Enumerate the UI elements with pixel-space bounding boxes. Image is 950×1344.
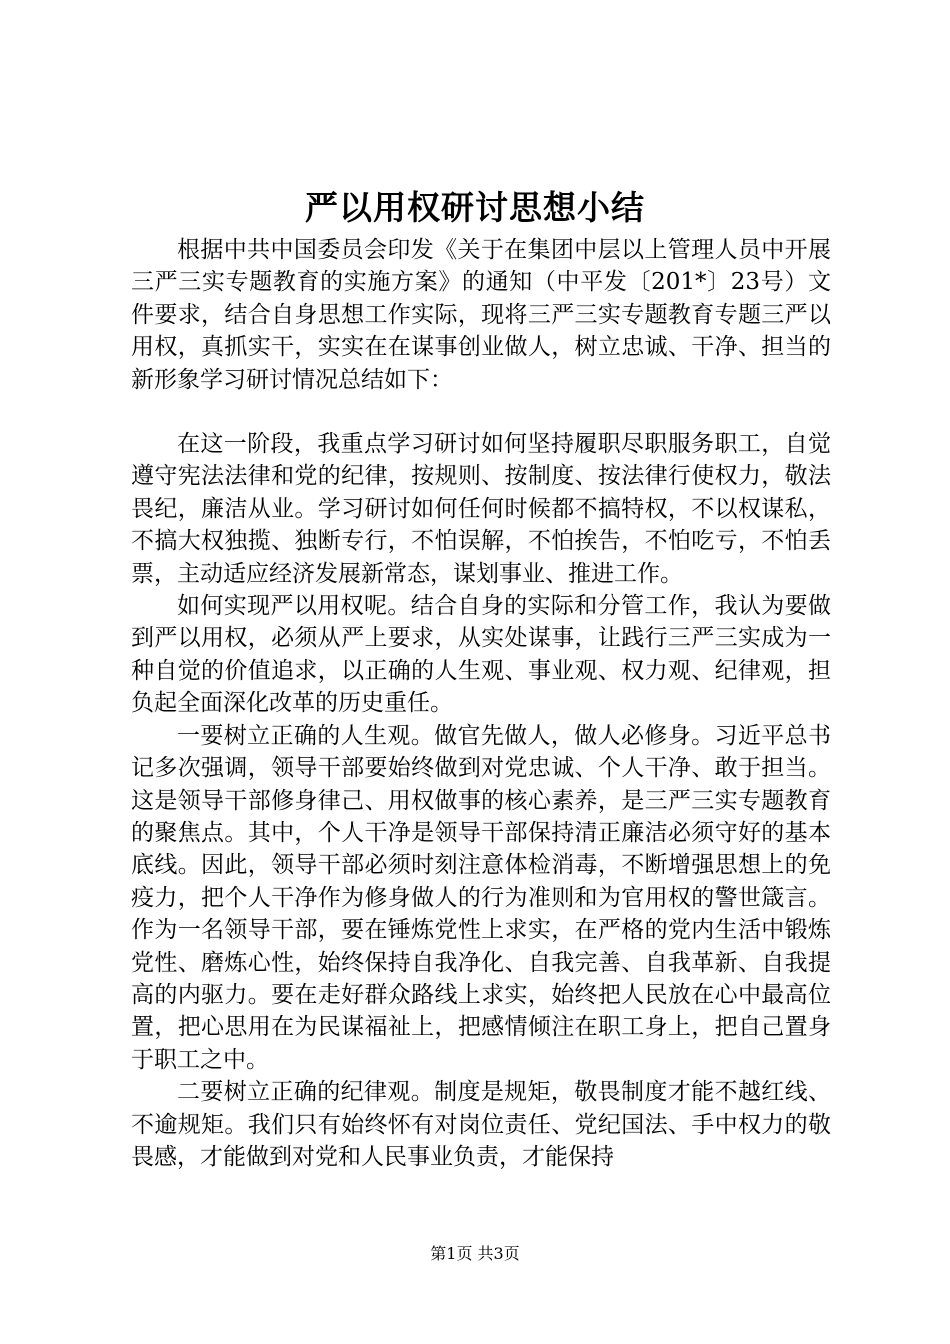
paragraph-first: 一要树立正确的人生观。做官先做人，做人必修身。习近平总书记多次强调，领导干部要始终做到对党忠诚、个人干净、敢于担当。这是领导干部修身律己、用权做事的核心素养，是三严三实专题教育的聚焦点。其中，个人干净是领导干部保持清正廉洁必须守好的基本底线。因此，领导干部必须时刻注意体检消毒，不断增强思想上的免疫力，把个人干净作为修身做人的行为准则和为官用权的警世箴言。作为一名领导干部，要在锤炼党性上求实，在严格的党内生活中锻炼党性、磨炼心性，始终保持自我净化、自我完善、自我革新、自我提高的内驱力。要在走好群众路线上求实，始终把人民放在心中最高位置，把心思用在为民谋福祉上，把感情倾注在职工身上，把自己置身于职工之中。 (131, 722, 831, 1073)
document-body (131, 234, 831, 1173)
document-title: 严以用权研讨思想小结 (305, 188, 645, 227)
paragraph-how: 如何实现严以用权呢。结合自身的实际和分管工作，我认为要做到严以用权，必须从严上要求，从实处谋事，让践行三严三实成为一种自觉的价值追求，以正确的人生观、事业观、权力观、纪律观，担负起全面深化改革的历史重任。 (131, 593, 831, 717)
paragraph-second: 二要树立正确的纪律观。制度是规矩，敬畏制度才能不越红线、不逾规矩。我们只有始终怀有对岗位责任、党纪国法、手中权力的敬畏感，才能做到对党和人民事业负责，才能保持 (131, 1079, 831, 1170)
paragraph-stage: 在这一阶段，我重点学习研讨如何坚持履职尽职服务职工，自觉遵守宪法法律和党的纪律，按规则、按制度、按法律行使权力，敬法畏纪，廉洁从业。学习研讨如何任何时候都不搞特权，不以权谋私，不搞大权独揽、独断专行，不怕误解，不怕挨告，不怕吃亏，不怕丢票，主动适应经济发展新常态，谋划事业、推进工作。 (131, 431, 831, 587)
page-footer: 第1页 共3页 (430, 1244, 520, 1263)
paragraph-intro: 根据中共中国委员会印发《关于在集团中层以上管理人员中开展三严三实专题教育的实施方案》的通知（中平发〔201*〕23号）文件要求，结合自身思想工作实际，现将三严三实专题教育专题三严以用权，真抓实干，实实在在谋事创业做人，树立忠诚、干净、担当的新形象学习研讨情况总结如下： (131, 237, 831, 393)
